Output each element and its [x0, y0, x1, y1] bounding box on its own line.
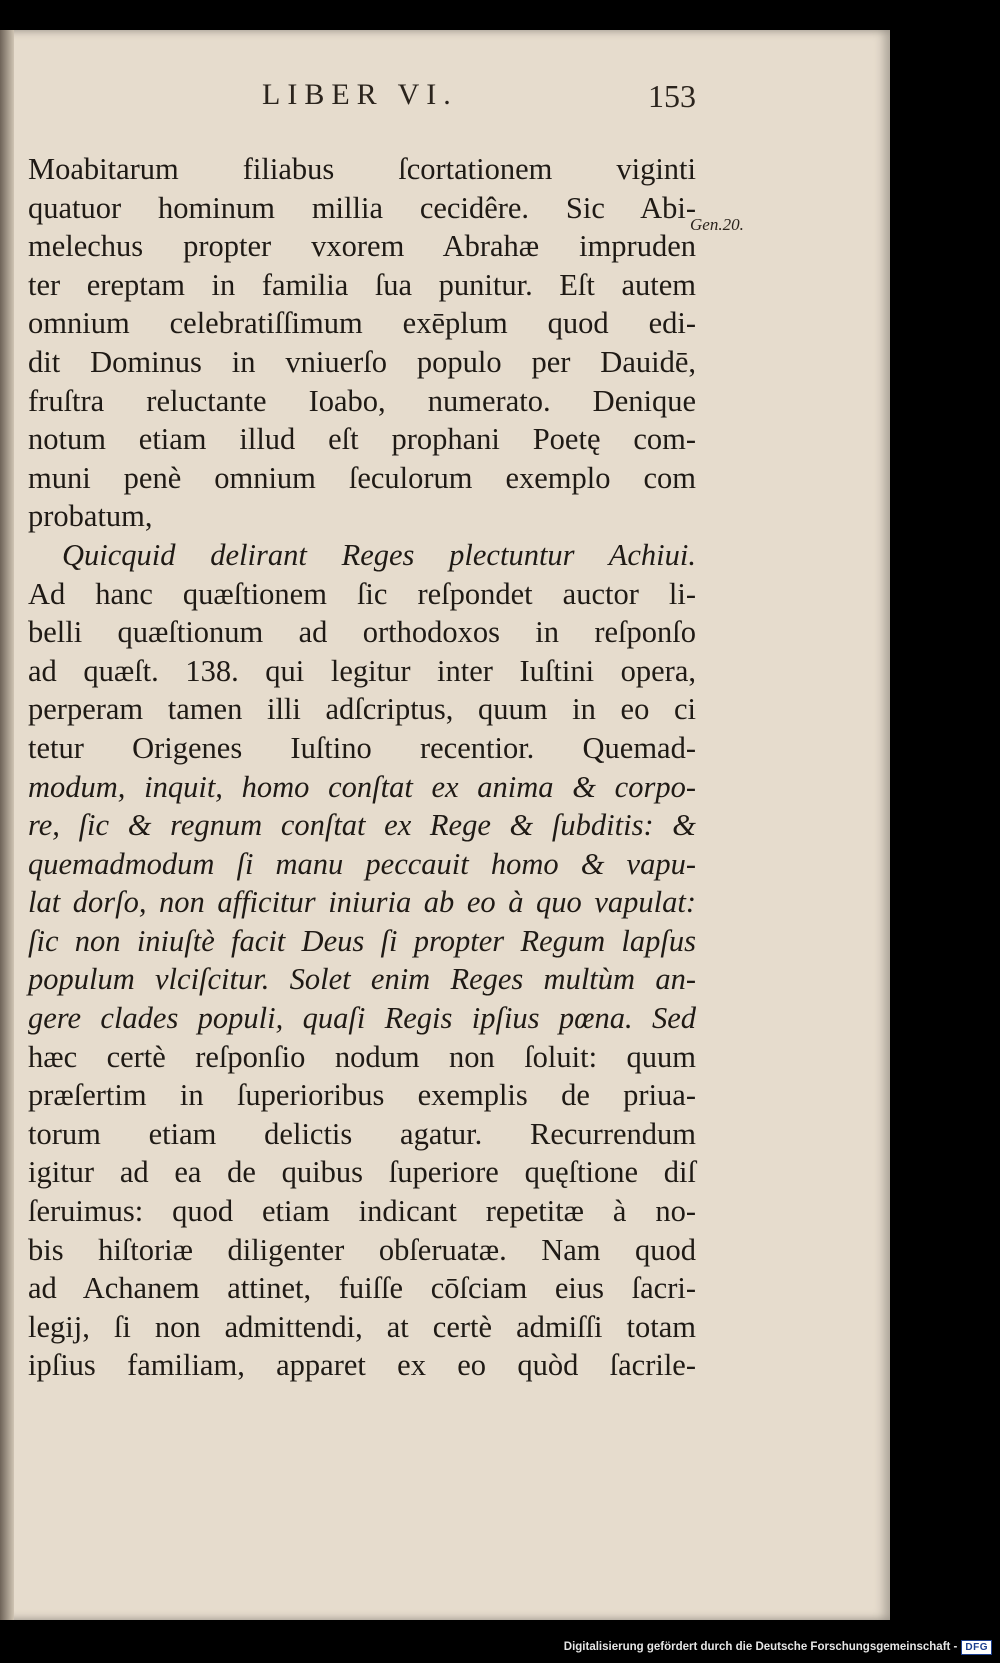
digitization-credit: [564, 1637, 992, 1657]
dfg-logo: DFG: [961, 1640, 992, 1655]
body-text: [28, 150, 696, 1385]
text-line-italic: lat dorſo, non afficitur iniuria ab eo à quo vapulat:: [28, 885, 696, 920]
text-line: perperam tamen illi adſcriptus, quum in eo ci: [28, 692, 696, 727]
text-line: melechus propter vxorem Abrahæ impruden: [28, 229, 696, 264]
text-line-italic: quemadmodum ſi manu peccauit homo & vapu-: [28, 846, 696, 881]
text-line-italic: ſic non iniuſtè facit Deus ſi propter Regum lapſus: [28, 923, 696, 958]
running-head-title: LIBER VI.: [262, 78, 458, 111]
text-line: muni penè omnium ſeculorum exemplo com: [28, 460, 696, 495]
text-line: tetur Origenes Iuſtino recentior. Quemad-: [28, 730, 696, 765]
text-line-italic: modum, inquit, homo conſtat ex anima & corpo-: [28, 769, 696, 804]
text-line: igitur ad ea de quibus ſuperiore quęſtione diſ: [28, 1155, 696, 1190]
text-line: probatum,: [28, 499, 153, 534]
text-line: dit Dominus in vniuerſo populo per Dauidē,: [28, 344, 696, 379]
text-line: fruſtra reluctante Ioabo, numerato. Denique: [28, 383, 696, 418]
text-line: hæc certè reſponſio nodum non ſoluit: quum: [28, 1039, 696, 1074]
margin-note: Gen.20.: [690, 215, 744, 234]
text-line-italic: gere clades populi, quaſi Regis ipſius pœna. Sed: [28, 1001, 696, 1036]
text-line: Moabitarum filiabus ſcortationem viginti: [28, 152, 696, 186]
text-line: quatuor hominum millia cecidêre. Sic Abi-: [28, 190, 696, 225]
running-head: [0, 78, 890, 118]
book-page: [0, 30, 890, 1620]
text-line: Ad hanc quæſtionem ſic reſpondet auctor li-: [28, 576, 696, 611]
page-number: 153: [648, 78, 696, 114]
text-line: bis hiſtoriæ diligenter obſeruatæ. Nam quod: [28, 1232, 696, 1267]
text-line-italic: populum vlciſcitur. Solet enim Reges multùm an-: [28, 962, 696, 997]
text-line: torum etiam delictis agatur. Recurrendum: [28, 1116, 696, 1151]
verse-quotation: Quicquid delirant Reges plectuntur Achiui.: [62, 537, 696, 572]
text-line: omnium celebratiſſimum exēplum quod edi-: [28, 306, 696, 341]
text-line: legij, ſi non admittendi, at certè admiſſi totam: [28, 1309, 696, 1344]
text-line: ſeruimus: quod etiam indicant repetitæ à no-: [28, 1194, 696, 1229]
text-line: ter ereptam in familia ſua punitur. Eſt autem: [28, 267, 696, 302]
text-line: ad quæſt. 138. qui legitur inter Iuſtini opera,: [28, 653, 696, 688]
text-line: ipſius familiam, apparet ex eo quòd ſacrile-: [28, 1348, 696, 1383]
text-line: præſertim in ſuperioribus exemplis de priua-: [28, 1078, 696, 1113]
text-line: ad Achanem attinet, fuiſſe cōſciam eius ſacri-: [28, 1271, 696, 1306]
text-line: notum etiam illud eſt prophani Poetę com-: [28, 422, 696, 457]
text-line-italic: re, ſic & regnum conſtat ex Rege & ſubditis: &: [28, 808, 696, 843]
text-line: belli quæſtionum ad orthodoxos in reſponſo: [28, 615, 696, 650]
page-gutter-shadow: [0, 30, 14, 1620]
credit-text: Digitalisierung gefördert durch die Deutsche Forschungsgemeinschaft -: [563, 1641, 958, 1653]
